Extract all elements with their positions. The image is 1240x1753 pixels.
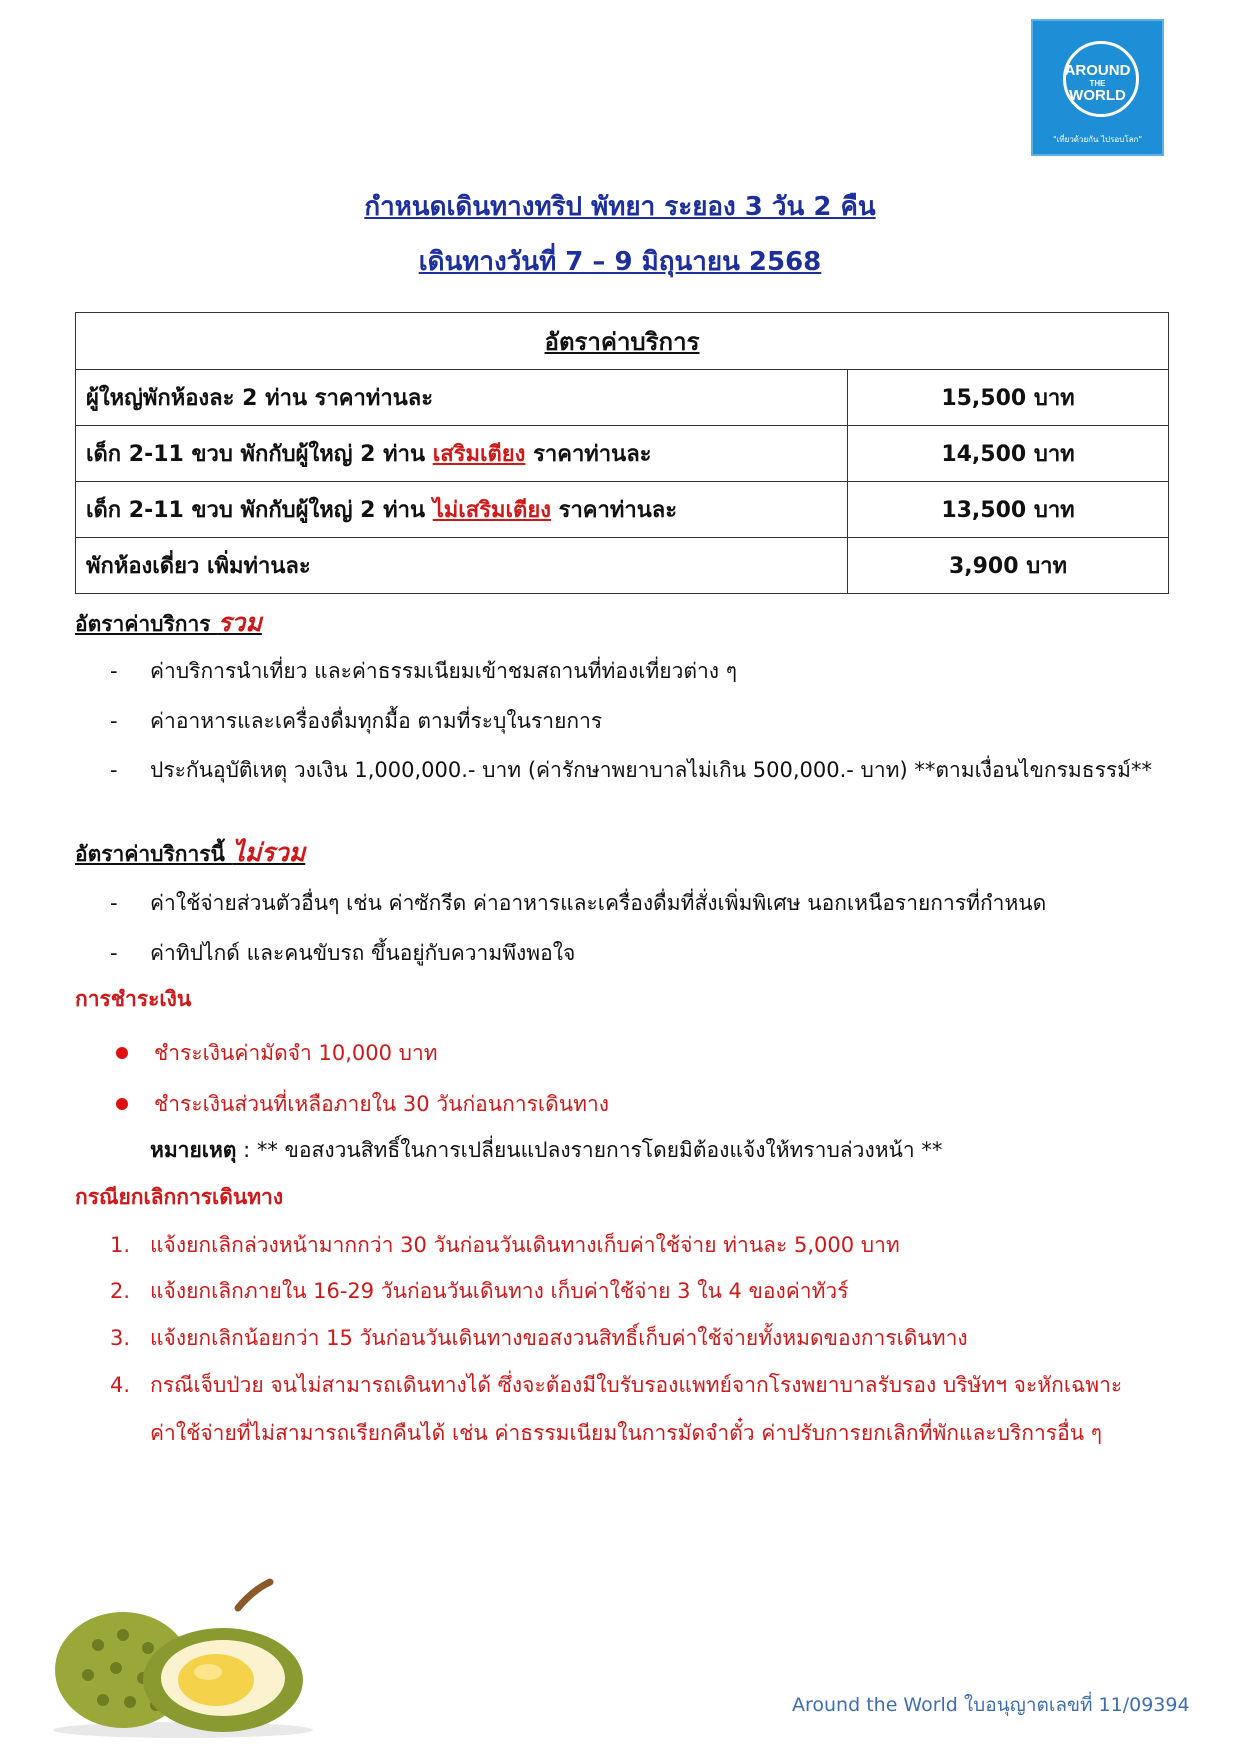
excluded-item: - ค่าใช้จ่ายส่วนตัวอื่นๆ เช่น ค่าซักรีด ค่าอาหารและเครื่องดื่มที่สั่งเพิ่มพิเศษ นอกเหนือรายการที่กำหนด	[110, 891, 1047, 915]
note-label: หมายเหตุ	[150, 1138, 237, 1162]
cancel-item-text: แจ้งยกเลิกภายใน 16-29 วันก่อนวันเดินทาง เก็บค่าใช้จ่าย 3 ใน 4 ของค่าทัวร์	[150, 1279, 849, 1303]
cancel-item	[110, 1229, 900, 1262]
excluded-title-emphasis: ไม่รวม	[232, 838, 306, 867]
payment-item	[110, 1088, 609, 1121]
logo-tagline: "เที่ยวด้วยกัน ไปรอบโลก"	[1052, 135, 1143, 144]
rate-row	[76, 426, 1169, 482]
payment-item-text: ชำระเงินค่ามัดจำ 10,000 บาท	[154, 1041, 438, 1065]
note-text: : ** ขอสงวนสิทธิ์ในการเปลี่ยนแปลงรายการโดยมิต้องแจ้งให้ทราบล่วงหน้า **	[236, 1138, 943, 1162]
logo-line2: THE	[1089, 79, 1106, 88]
excluded-title	[75, 833, 305, 873]
rate-label	[76, 482, 848, 538]
included-item: - ประกันอุบัติเหตุ วงเงิน 1,000,000.- บาท (ค่ารักษาพยาบาลไม่เกิน 500,000.- บาท) **ตามเงื่อนไขกรมธรรม์**	[110, 758, 1152, 782]
durian-illustration	[38, 1570, 328, 1740]
logo-line1: AROUND	[1064, 62, 1131, 79]
cancel-title: กรณียกเลิกการเดินทาง	[75, 1185, 284, 1209]
company-logo	[1031, 19, 1164, 156]
rate-price: 15,500 บาท	[848, 370, 1169, 426]
rate-label-text: พักห้องเดี่ยว เพิ่มท่านละ	[86, 554, 311, 579]
payment-item	[110, 1037, 438, 1070]
rate-label	[76, 538, 848, 594]
included-title-text: อัตราค่าบริการ	[75, 612, 218, 636]
cancel-item-continuation: ค่าใช้จ่ายที่ไม่สามารถเรียกคืนได้ เช่น ค่าธรรมเนียมในการมัดจำตั๋ว ค่าปรับการยกเลิกที่พักและบริการอื่น ๆ	[150, 1421, 1103, 1445]
excluded-item-text: ค่าทิปไกด์ และคนขับรถ ขึ้นอยู่กับความพึงพอใจ	[150, 941, 576, 965]
rate-label-text: ผู้ใหญ่พักห้องละ 2 ท่าน ราคาท่านละ	[86, 386, 434, 411]
trip-title: กำหนดเดินทางทริป พัทยา ระยอง 3 วัน 2 คืน	[364, 192, 876, 222]
excluded-item: - ค่าทิปไกด์ และคนขับรถ ขึ้นอยู่กับความพึงพอใจ	[110, 941, 576, 965]
payment-note	[150, 1134, 942, 1167]
included-title-emphasis: รวม	[217, 608, 262, 637]
cancel-item-text: กรณีเจ็บป่วย จนไม่สามารถเดินทางได้ ซึ่งจะต้องมีใบรับรองแพทย์จากโรงพยาบาลรับรอง บริษัทฯ จะหักเฉพาะ	[150, 1373, 1123, 1397]
rates-header: อัตราค่าบริการ	[76, 313, 1169, 370]
rate-row	[76, 370, 1169, 426]
license-footer: Around the World ใบอนุญาตเลขที่ 11/09394	[792, 1694, 1190, 1716]
rate-label	[76, 426, 848, 482]
rate-label	[76, 370, 848, 426]
cancel-item-number: 2.	[110, 1279, 131, 1303]
rate-price: 3,900 บาท	[848, 538, 1169, 594]
rate-label-suffix: ราคาท่านละ	[525, 442, 652, 467]
cancel-item-text: แจ้งยกเลิกล่วงหน้ามากกว่า 30 วันก่อนวันเดินทางเก็บค่าใช้จ่าย ท่านละ 5,000 บาท	[150, 1233, 900, 1257]
included-item-text: ประกันอุบัติเหตุ วงเงิน 1,000,000.- บาท (ค่ารักษาพยาบาลไม่เกิน 500,000.- บาท) **ตามเงื่อนไขกรมธรรม์**	[150, 758, 1152, 782]
included-item-text: ค่าบริการนำเที่ยว และค่าธรรมเนียมเข้าชมสถานที่ท่องเที่ยวต่าง ๆ	[150, 659, 738, 683]
rates-header-row	[76, 313, 1169, 370]
included-item-text: ค่าอาหารและเครื่องดื่มทุกมื้อ ตามที่ระบุในรายการ	[150, 709, 603, 733]
rate-label-suffix: ราคาท่านละ	[550, 498, 678, 523]
logo-line3: WORLD	[1069, 87, 1126, 104]
excluded-title-text: อัตราค่าบริการนี้	[75, 842, 233, 866]
cancel-item-number: 3.	[110, 1326, 131, 1350]
included-item: - ค่าบริการนำเที่ยว และค่าธรรมเนียมเข้าชมสถานที่ท่องเที่ยวต่าง ๆ	[110, 659, 738, 683]
cancel-item	[110, 1369, 1122, 1402]
payment-item-text: ชำระเงินส่วนที่เหลือภายใน 30 วันก่อนการเดินทาง	[154, 1092, 609, 1116]
cancel-item-number: 1.	[110, 1233, 131, 1257]
bullet-icon	[116, 1047, 128, 1059]
rate-highlight: เสริมเตียง	[432, 442, 526, 467]
rate-label-text: เด็ก 2-11 ขวบ พักกับผู้ใหญ่ 2 ท่าน	[86, 442, 433, 467]
excluded-item-text: ค่าใช้จ่ายส่วนตัวอื่นๆ เช่น ค่าซักรีด ค่าอาหารและเครื่องดื่มที่สั่งเพิ่มพิเศษ นอกเหนือรายการที่กำหนด	[150, 891, 1047, 915]
rates-table	[75, 312, 1169, 594]
rate-price: 14,500 บาท	[848, 426, 1169, 482]
cancel-item	[110, 1322, 968, 1355]
rate-row	[76, 538, 1169, 594]
rate-label-text: เด็ก 2-11 ขวบ พักกับผู้ใหญ่ 2 ท่าน	[86, 498, 433, 523]
rate-price: 13,500 บาท	[848, 482, 1169, 538]
cancel-item	[110, 1275, 849, 1308]
trip-dates: เดินทางวันที่ 7 – 9 มิถุนายน 2568	[418, 247, 822, 277]
cancel-item-number: 4.	[110, 1373, 131, 1397]
rate-row	[76, 482, 1169, 538]
bullet-icon	[116, 1098, 128, 1110]
logo-text	[1033, 63, 1162, 104]
cancel-item-text: แจ้งยกเลิกน้อยกว่า 15 วันก่อนวันเดินทางขอสงวนสิทธิ์เก็บค่าใช้จ่ายทั้งหมดของการเดินทาง	[150, 1326, 968, 1350]
included-title	[75, 603, 262, 643]
included-item: - ค่าอาหารและเครื่องดื่มทุกมื้อ ตามที่ระบุในรายการ	[110, 709, 603, 733]
payment-title: การชำระเงิน	[75, 987, 192, 1011]
rate-highlight: ไม่เสริมเตียง	[432, 498, 551, 523]
